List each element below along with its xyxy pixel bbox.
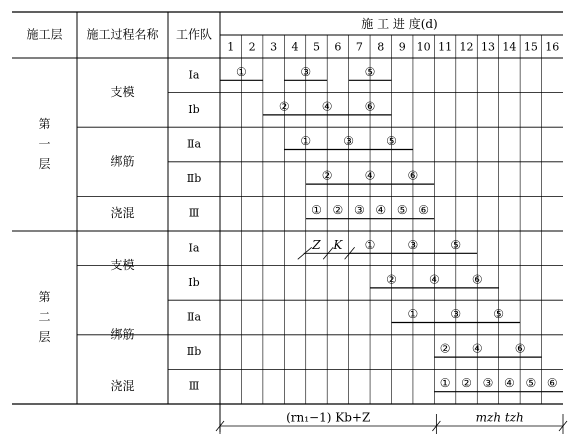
team-name: Ⅰa (188, 241, 200, 255)
layer-label: 二 (38, 310, 51, 324)
layer-label: 第 (38, 290, 51, 304)
bar-label: ④ (375, 203, 387, 218)
bar-label: ② (321, 168, 333, 183)
team-name: Ⅲ (188, 206, 200, 220)
bar-label: ④ (321, 99, 333, 114)
day-label: 4 (291, 40, 299, 54)
day-label: 2 (248, 40, 256, 54)
bar-label: ④ (428, 272, 440, 287)
bar-label: ② (461, 376, 472, 391)
bar-label: ③ (450, 307, 462, 321)
team-name: Ⅱa (186, 310, 202, 324)
team-name: Ⅰb (188, 102, 200, 116)
day-label: 15 (523, 40, 538, 54)
interval-label-k: K (333, 237, 343, 252)
bar-label: ⑤ (364, 64, 376, 79)
bar-label: ⑤ (493, 307, 505, 321)
bar-label: ② (386, 272, 397, 287)
bar-label: ① (300, 134, 312, 148)
bar-label: ③ (353, 203, 365, 218)
bar-label: ② (278, 99, 290, 114)
bar-label: ① (364, 237, 376, 252)
day-label: 13 (480, 40, 495, 54)
bar-label: ① (407, 307, 419, 321)
day-label: 7 (355, 40, 363, 54)
bar-label: ① (439, 376, 451, 391)
day-label: 14 (502, 40, 517, 54)
layer-label: 层 (38, 157, 51, 171)
dimension-label-left: (rn₁−1) Kb+Z (286, 410, 371, 425)
bar-label: ① (311, 203, 322, 218)
bar-label: ⑥ (418, 203, 430, 218)
layer-label: 一 (38, 137, 51, 151)
team-name: Ⅰa (188, 68, 200, 82)
day-label: 9 (398, 40, 406, 54)
bar-label: ⑥ (514, 341, 526, 356)
process-name: 浇混 (110, 379, 135, 394)
bar-label: ⑥ (407, 168, 419, 183)
day-label: 5 (312, 40, 320, 54)
process-name: 绑筋 (110, 154, 135, 169)
team-name: Ⅲ (188, 379, 200, 393)
header-layer: 施工层 (26, 27, 63, 42)
day-label: 1 (227, 40, 235, 54)
bar-label: ⑥ (364, 99, 376, 114)
bar-label: ⑥ (471, 272, 483, 287)
bar-label: ③ (343, 134, 355, 148)
layer-label: 层 (38, 330, 51, 344)
header-process: 施工过程名称 (86, 27, 159, 42)
bar-label: ③ (482, 376, 494, 391)
bar-label: ⑤ (396, 203, 408, 218)
bar-label: ③ (407, 237, 419, 252)
day-label: 16 (545, 40, 560, 54)
day-label: 6 (334, 40, 342, 54)
team-name: Ⅰb (188, 275, 200, 289)
team-name: Ⅱa (186, 137, 202, 151)
bar-label: ④ (364, 168, 376, 183)
process-name: 绑筋 (110, 327, 135, 342)
dimension-label-right: mzh tzh (475, 410, 524, 425)
bar-label: ⑥ (546, 376, 558, 391)
day-label: 8 (377, 40, 385, 54)
day-label: 3 (270, 40, 278, 54)
process-name: 支模 (110, 258, 135, 273)
interval-label-z: Z (312, 237, 321, 252)
day-label: 10 (416, 40, 431, 54)
day-label: 11 (438, 40, 453, 54)
bar-label: ④ (504, 376, 515, 391)
team-name: Ⅱb (186, 345, 202, 359)
process-name: 浇混 (110, 206, 135, 221)
day-label: 12 (459, 40, 474, 54)
team-name: Ⅱb (186, 172, 202, 186)
bar-label: ③ (300, 64, 312, 79)
header-progress: 施 工 进 度(d) (361, 17, 438, 31)
header-team: 工作队 (175, 27, 213, 42)
bar-label: ② (439, 341, 451, 356)
bar-label: ⑤ (386, 134, 397, 148)
bar-label: ⑤ (450, 237, 462, 252)
bar-label: ② (332, 203, 344, 218)
layer-label: 第 (38, 117, 51, 131)
bar-label: ⑤ (525, 376, 537, 391)
process-name: 支模 (110, 85, 135, 100)
bar-label: ④ (471, 341, 483, 356)
bar-label: ① (236, 64, 247, 79)
